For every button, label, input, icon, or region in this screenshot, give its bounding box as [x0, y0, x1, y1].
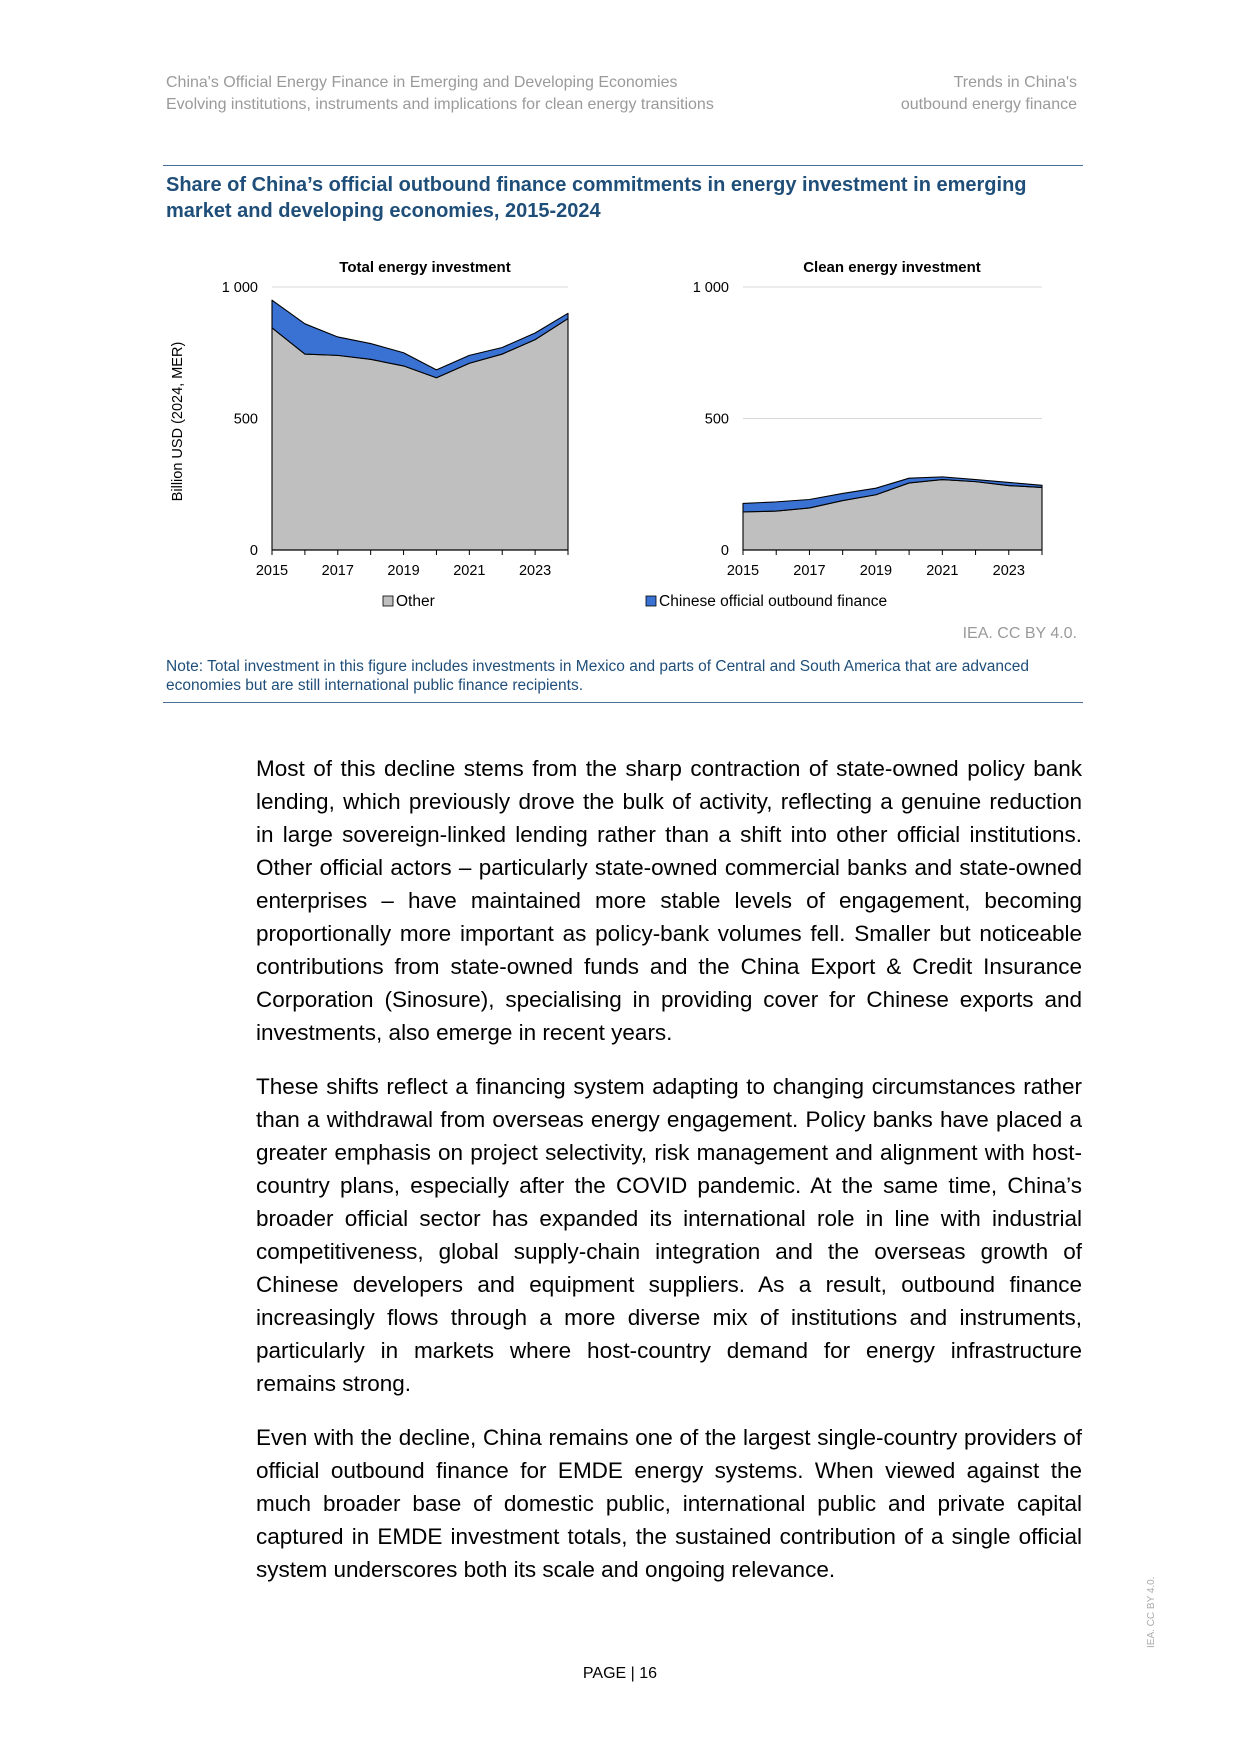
total-panel-xtick-label: 2021: [453, 563, 486, 579]
total-panel-ytick-label: 1 000: [221, 280, 258, 296]
header-section-line1: Trends in China's: [953, 74, 1077, 91]
clean-panel-title: Clean energy investment: [803, 259, 981, 276]
total-panel-ytick-label: 500: [233, 411, 258, 428]
legend-item-chinese-finance: [646, 593, 887, 610]
legend-swatch: [383, 596, 393, 606]
total-panel-xtick-label: 2015: [255, 563, 289, 579]
page-label: PAGE: [582, 1665, 627, 1682]
clean-panel-xtick-label: 2023: [992, 563, 1025, 579]
figure-title: Share of China’s official outbound finance commitments in energy investment in emerging market and developing economies, 2015-2024: [166, 174, 1027, 222]
legend-label: Chinese official outbound finance: [659, 593, 888, 610]
total-panel-xtick-label: 2017: [321, 563, 354, 579]
figure-credit: IEA. CC BY 4.0.: [962, 625, 1077, 642]
clean-panel-xtick-label: 2019: [859, 563, 893, 579]
header-title-line2: Evolving institutions, instruments and implications for clean energy transitions: [166, 96, 714, 113]
legend-label: Other: [396, 593, 435, 610]
header-section-line2: outbound energy finance: [900, 96, 1077, 113]
figure-note: Note: Total investment in this figure includes investments in Mexico and parts of Central and South America that are advanced economies but are still international public finance recipients.: [166, 658, 1030, 694]
paragraph-3: Even with the decline, China remains one of the largest single-country providers of official outbound finance for EMDE energy systems. When viewed against the much broader base of domestic public, international public and private capital captured in EMDE investment totals, the sustained contribution of a single official system underscores both its scale and ongoing relevance.: [256, 1425, 1082, 1582]
clean-panel-ytick-label: 1 000: [692, 280, 729, 296]
header-title-line1: China's Official Energy Finance in Emerging and Developing Economies: [166, 74, 678, 91]
y-axis-label: Billion USD (2024, MER): [170, 341, 186, 502]
page-separator: |: [630, 1665, 635, 1682]
legend-swatch: [646, 596, 656, 606]
total-panel-ytick-label: 0: [249, 543, 258, 559]
clean-panel: [693, 259, 1042, 579]
clean-panel-xtick-label: 2021: [926, 563, 959, 579]
paragraph-1: Most of this decline stems from the sharp contraction of state-owned policy bank lending, which previously drove the bulk of activity, reflecting a genuine reduction in large sovereign-linked lending rather than a shift into other official institutions. Other official actors – particularly state-owned commercial banks and state-owned enterprises – have maintained more stable levels of engagement, becoming proportionally more important as policy-bank volumes fell. Smaller but noticeable contributions from state-owned funds and the China Export & Credit Insurance Corporation (Sinosure), specialising in providing cover for Chinese exports and investments, also emerge in recent years.: [256, 756, 1082, 1045]
figure-charts: [0, 0, 1240, 640]
total-panel-xtick-label: 2023: [518, 563, 552, 579]
clean-panel-xtick-label: 2015: [726, 563, 760, 579]
clean-panel-area-other: [743, 480, 1042, 550]
total-panel-title: Total energy investment: [339, 259, 511, 276]
figure-bottom-rule: [163, 702, 1083, 703]
legend-item-other: [383, 593, 435, 610]
clean-panel-ytick-label: 0: [720, 543, 729, 559]
clean-panel-xtick-label: 2017: [793, 563, 826, 579]
page-number-value: 16: [639, 1665, 658, 1682]
paragraph-2: These shifts reflect a financing system adapting to changing circumstances rather than a withdrawal from overseas energy engagement. Policy banks have placed a greater emphasis on project selectivity, risk management and alignment with host-country plans, especially after the COVID pandemic. At the same time, China’s broader official sector has expanded its international role in line with industrial competitiveness, global supply-chain integration and the overseas growth of Chinese developers and equipment suppliers. As a result, outbound finance increasingly flows through a more diverse mix of institutions and instruments, particularly in markets where host-country demand for energy infrastructure remains strong.: [256, 1074, 1082, 1396]
page-number: [0, 1665, 1240, 1683]
body-text: [256, 752, 1082, 1607]
total-panel: [170, 259, 568, 579]
total-panel-xtick-label: 2019: [387, 563, 420, 579]
clean-panel-ytick-label: 500: [704, 411, 729, 428]
side-credit: IEA. CC BY 4.0.: [1146, 1576, 1157, 1648]
chart-legend: [383, 593, 887, 610]
